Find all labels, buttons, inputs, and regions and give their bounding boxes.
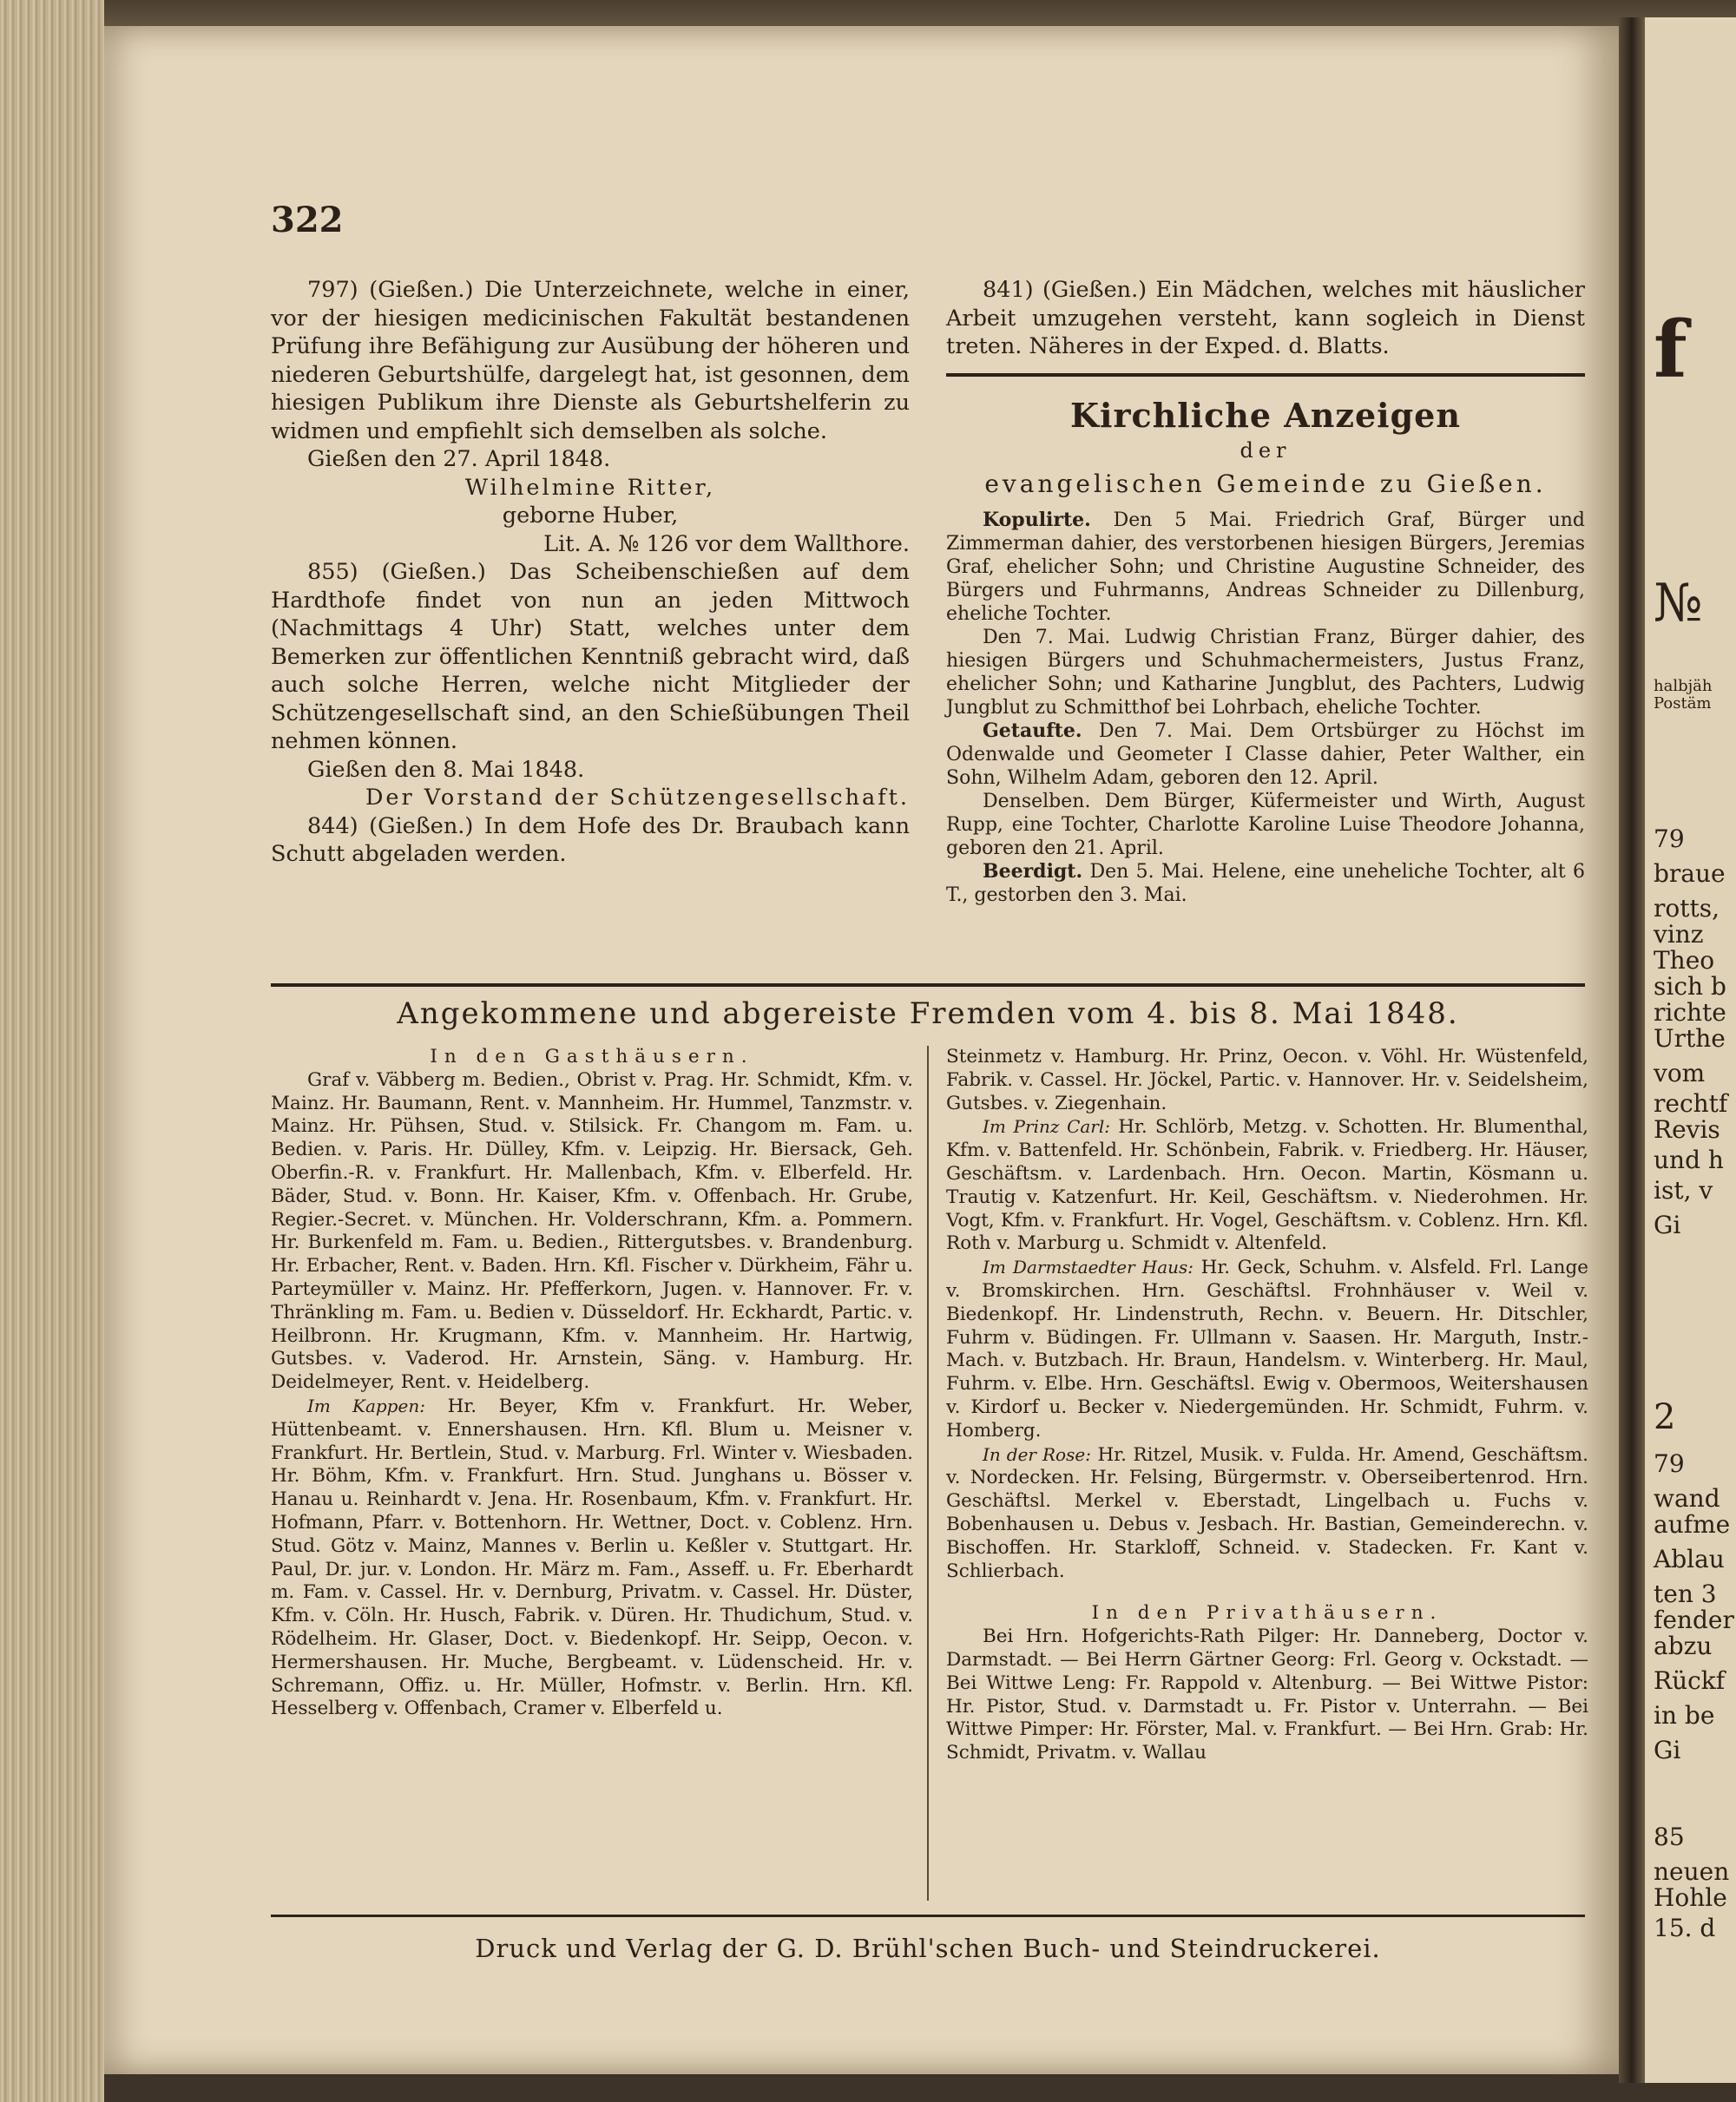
church-notices-der: der [1240, 437, 1292, 463]
adjacent-page [1645, 17, 1736, 2083]
ad-855-date: Gießen den 8. Mai 1848. [307, 756, 585, 783]
strangers-list-prinz-carl: Hr. Schlörb, Metzg. v. Schotten. Hr. Blumenthal, Kfm. v. Battenfeld. Hr. Schönbein, Fabrik. v. Friedberg. Hr. Häuser, Geschäftsm. v. Lardenbach. Hrn. Oecon. Martin, Kösmann u. Trautig v. Katzenfurt. Hr. Keil, Geschäftsm. v. Niederohmen. Hr. Vogt, Kfm. v. Frankfurt. Hr. Vogel, Geschäftsm. v. Coblenz. Hrn. Kfl. Roth v. Marburg u. Schmidt v. Altenfeld. [946, 1116, 1588, 1255]
strangers-right-column [946, 1046, 1588, 1765]
prinz-carl-label: Im Prinz Carl: [983, 1116, 1111, 1138]
ad-797-born: geborne Huber, [502, 503, 679, 529]
right-column-top [946, 276, 1585, 907]
adjacent-page-fragment: aufme [1654, 1510, 1731, 1539]
strangers-list-kappen: Hr. Beyer, Kfm v. Frankfurt. Hr. Weber, Hüttenbeamt. v. Ennershausen. Hrn. Kfl. Blum u. Meisner v. Frankfurt. Hr. Bertlein, Stud. v. Marburg. Frl. Winter v. Wiesbaden. Hr. Böhm, Kfm. v. Frankfurt. Hrn. Stud. Junghans u. Bösser v. Hanau u. Reinhardt v. Jena. Hr. Rosenbaum, Kfm. v. Frankfurt. Hr. Hofmann, Pfarr. v. Bottenhorn. Hr. Wettner, Doct. v. Coblenz. Hrn. Stud. Götz v. Mainz, Mannes v. Berlin u. Keßler v. Stuttgart. Hr. Paul, Dr. jur. v. London. Hr. März m. Fam., Asseff. u. Fr. Eberhardt m. Fam. v. Cassel. Hr. v. Dernburg, Privatm. v. Cassel. Hr. Düster, Kfm. v. Cöln. Hr. Husch, Fabrik. v. Düren. Hr. Thudichum, Stud. v. Rödelheim. Hr. Glaser, Doct. v. Biedenkopf. Hr. Seipp, Oecon. v. Hermershausen. Hr. Muche, Bergbeamt. v. Lüdenscheid. Hr. v. Schremann, Offiz. u. Hr. Müller, Hofmstr. v. Berlin. Hrn. Kfl. Hesselberg v. Offenbach, Cramer v. Elberfeld u. [271, 1395, 913, 1720]
strangers-list-rose: Hr. Ritzel, Musik. v. Fulda. Hr. Amend, Geschäftsm. v. Nordecken. Hr. Felsing, Bürgermstr. v. Oberseibertenrod. Hrn. Geschäftsl. Merkel v. Eberstadt, Lingelbach u. Fuchs v. Bobenhausen u. Debus v. Jesbach. Hr. Bastian, Gemeinderechn. v. Bischoffen. Hr. Starkloff, Schneid. v. Stadecken. Fr. Kant v. Schlierbach. [946, 1443, 1588, 1582]
rose-label: In der Rose: [983, 1443, 1091, 1465]
imprint: Druck und Verlag der G. D. Brühl'schen Buch- und Steindruckerei. [475, 1934, 1381, 1963]
strangers-rule [271, 983, 1585, 987]
adjacent-page-fragment: und h [1654, 1146, 1724, 1174]
book-gutter [1619, 17, 1645, 2083]
ad-797-address: Lit. A. № 126 vor dem Wallthore. [543, 530, 910, 557]
beerdigt-entry-1: Den 5. Mai. Helene, eine uneheliche Tochter, alt 6 T., gestorben den 3. Mai. [946, 860, 1585, 906]
adjacent-page-fragment: vinz [1654, 920, 1704, 949]
ad-841: 841) (Gießen.) Ein Mädchen, welches mit häuslicher Arbeit umzugehen versteht, kann sogleich in Dienst treten. Näheres in der Exped. d. Blatts. [946, 277, 1585, 359]
strangers-list-darmstaedter-haus: Hr. Geck, Schuhm. v. Alsfeld. Frl. Lange v. Bromskirchen. Hrn. Geschäftsl. Frohnhäuser v. Weil v. Biedenkopf. Hr. Lindenstruth, Rechn. v. Beuern. Hr. Ditschler, Fuhrm v. Büdingen. Fr. Ullmann v. Saasen. Hr. Marguth, Instr.-Mach. v. Butzbach. Hr. Braun, Handelsm. v. Winterberg. Hr. Maul, Fuhrm. v. Elbe. Hrn. Geschäftsl. Ewig v. Obermoos, Weitershausen v. Kirdorf u. Becker v. Niedergemünden. Hr. Schmidt, Fuhrm. v. Homberg. [946, 1257, 1589, 1442]
adjacent-page-fragment: Postäm [1654, 694, 1712, 713]
adjacent-page-fragment: № [1654, 573, 1703, 634]
adjacent-page-fragment: Gi [1654, 1736, 1681, 1764]
adjacent-page-fragment: vom [1654, 1059, 1706, 1087]
page-number: 322 [271, 200, 344, 240]
privathaeuser-heading: In den Privathäusern. [1091, 1602, 1443, 1625]
adjacent-page-fragment: wand [1654, 1484, 1720, 1513]
adjacent-page-fragment: ten 3 [1654, 1580, 1717, 1608]
adjacent-page-fragment: Urthe [1654, 1024, 1726, 1053]
left-column-top [271, 276, 910, 869]
gasthaeuser-heading: In den Gasthäusern. [430, 1046, 754, 1067]
strangers-left-column [271, 1046, 913, 1721]
strangers-list-private: Bei Hrn. Hofgerichts-Rath Pilger: Hr. Danneberg, Doctor v. Darmstadt. — Bei Herrn Gärtner Georg: Frl. Georg v. Ockstadt. — Bei Wittwe Leng: Fr. Rappold v. Altenburg. — Bei Wittwe Pistor: Hr. Pistor, Stud. v. Darmstadt u. Fr. Pistor v. Unterrahn. — Bei Wittwe Pimper: Hr. Förster, Mal. v. Frankfurt. — Bei Hrn. Grab: Hr. Schmidt, Privatm. v. Wallau [946, 1626, 1588, 1764]
getaufte-entry-2: Denselben. Dem Bürger, Küfermeister und Wirth, August Rupp, eine Tochter, Charlotte Karoline Luise Theodore Johanna, geboren den 21. April. [946, 790, 1585, 859]
adjacent-page-fragment: 2 [1654, 1397, 1676, 1437]
kopulirte-label: Kopulirte. [983, 508, 1091, 531]
footer-rule [271, 1915, 1585, 1917]
adjacent-page-fragment: in be [1654, 1701, 1715, 1730]
adjacent-page-fragment: ist, v [1654, 1176, 1713, 1205]
getaufte-label: Getaufte. [983, 719, 1082, 742]
strangers-title: Angekommene und abgereiste Fremden vom 4. bis 8. Mai 1848. [397, 996, 1459, 1031]
church-notices-subheading: evangelischen Gemeinde zu Gießen. [984, 469, 1547, 498]
adjacent-page-fragment: Theo [1654, 946, 1715, 975]
adjacent-page-fragment: Rückf [1654, 1666, 1726, 1695]
adjacent-page-fragment: 85 [1654, 1823, 1685, 1851]
beerdigt-label: Beerdigt. [983, 859, 1083, 883]
ad-797-name: Wilhelmine Ritter, [464, 474, 716, 501]
adjacent-page-fragment: neuen [1654, 1857, 1730, 1886]
darmstaedter-haus-label: Im Darmstaedter Haus: [983, 1257, 1194, 1278]
adjacent-page-fragment: fender [1654, 1606, 1734, 1634]
kopulirte-entry-2: Den 7. Mai. Ludwig Christian Franz, Bürger dahier, des hiesigen Bürgers und Schuhmachermeisters, Justus Franz, ehelicher Sohn; und Katharine Jungblut, des Pachters, Ludwig Jungblut zu Schmitthof bei Lohrbach, eheliche Tochter. [946, 626, 1585, 719]
adjacent-page-fragment: abzu [1654, 1632, 1713, 1660]
strangers-list-continued: Steinmetz v. Hamburg. Hr. Prinz, Oecon. v. Vöhl. Hr. Wüstenfeld, Fabrik. v. Cassel. Hr. Jöckel, Partic. v. Hannover. Hr. v. Seidelsheim, Gutsbes. v. Ziegenhain. [946, 1046, 1588, 1114]
adjacent-page-fragment: halbjäh [1654, 677, 1713, 695]
church-notices-heading: Kirchliche Anzeigen [1070, 395, 1461, 435]
adjacent-page-fragment: rotts, [1654, 894, 1720, 923]
ad-797-date: Gießen den 27. April 1848. [307, 446, 611, 472]
adjacent-page-fragment: Gi [1654, 1211, 1681, 1239]
column-divider [927, 1046, 929, 1901]
strangers-list-1: Graf v. Väbberg m. Bedien., Obrist v. Prag. Hr. Schmidt, Kfm. v. Mainz. Hr. Baumann, Rent. v. Mannheim. Hr. Hummel, Tanzmstr. v. Mainz. Hr. Pühsen, Stud. v. Stilsick. Fr. Changom m. Fam. u. Bedien. v. Paris. Hr. Dülley, Kfm. v. Leipzig. Hr. Biersack, Geh. Oberfin.-R. v. Frankfurt. Hr. Mallenbach, Kfm. v. Elberfeld. Hr. Bäder, Stud. v. Bonn. Hr. Kaiser, Kfm. v. Offenbach. Hr. Grube, Regier.-Secret. v. München. Hr. Volderschrann, Kfm. a. Pommern. Hr. Burkenfeld m. Fam. u. Bedien., Rittergutsbes. v. Brandenburg. Hr. Erbacher, Rent. v. Baden. Hrn. Kfl. Fischer v. Dürkheim, Fähr u. Parteymüller v. Mainz. Hr. Pfefferkorn, Jugen. v. Hannover. Fr. v. Thränkling m. Fam. u. Bedien v. Düsseldorf. Hr. Eckhardt, Partic. v. Heilbronn. Hr. Krugmann, Kfm. v. Mannheim. Hr. Hartwig, Gutsbes. v. Vaderod. Hr. Arnstein, Säng. v. Hamburg. Hr. Deidelmeyer, Rent. v. Heidelberg. [271, 1068, 913, 1394]
kappen-label: Im Kappen: [307, 1395, 425, 1416]
adjacent-page-fragment: braue [1654, 859, 1726, 888]
kopulirte-entry-1: Den 5 Mai. Friedrich Graf, Bürger und Zimmerman dahier, des verstorbenen hiesigen Bürgers, Jeremias Graf, ehelicher Sohn; und Christine Augustine Schneider, des Bürgers und Fuhrmanns, Andreas Schneider zu Dillenburg, eheliche Tochter. [946, 509, 1585, 625]
ad-855: 855) (Gießen.) Das Scheibenschießen auf dem Hardthofe findet von nun an jeden Mittwoch (Nachmittags 4 Uhr) Statt, welches unter dem Bemerken zur öffentlichen Kenntniß gebracht wird, daß auch solche Herren, welche nicht Mitglieder der Schützengesellschaft sind, an den Schießübungen Theil nehmen können. [271, 559, 910, 754]
adjacent-page-fragment: Revis [1654, 1115, 1720, 1144]
adjacent-page-fragment: 79 [1654, 824, 1685, 853]
adjacent-page-fragment: rechtf [1654, 1089, 1728, 1118]
ad-855-signature: Der Vorstand der Schützengesellschaft. [365, 785, 910, 811]
ad-797: 797) (Gießen.) Die Unterzeichnete, welche in einer, vor der hiesigen medicinischen Fakultät bestandenen Prüfung ihre Befähigung zur Ausübung der höheren und niederen Geburtshülfe, dargelegt hat, ist gesonnen, dem hiesigen Publikum ihre Dienste als Geburtshelferin zu widmen und empfiehlt sich demselben als solche. [271, 277, 910, 444]
adjacent-page-fragment: Ablau [1654, 1545, 1725, 1573]
adjacent-page-fragment: Hohle [1654, 1883, 1727, 1912]
adjacent-page-fragment: 15. d [1654, 1914, 1716, 1942]
adjacent-page-fragment: 79 [1654, 1449, 1685, 1478]
book-page-stack [0, 0, 104, 2102]
ad-844: 844) (Gießen.) In dem Hofe des Dr. Braubach kann Schutt abgeladen werden. [271, 812, 910, 867]
section-rule [946, 373, 1585, 377]
adjacent-page-fragment: f [1654, 304, 1687, 396]
adjacent-page-fragment: richte [1654, 998, 1726, 1027]
adjacent-page-fragment: sich b [1654, 972, 1726, 1001]
getaufte-entry-1: Den 7. Mai. Dem Ortsbürger zu Höchst im Odenwalde und Geometer I Classe dahier, Peter Walther, ein Sohn, Wilhelm Adam, geboren den 12. April. [946, 719, 1585, 789]
